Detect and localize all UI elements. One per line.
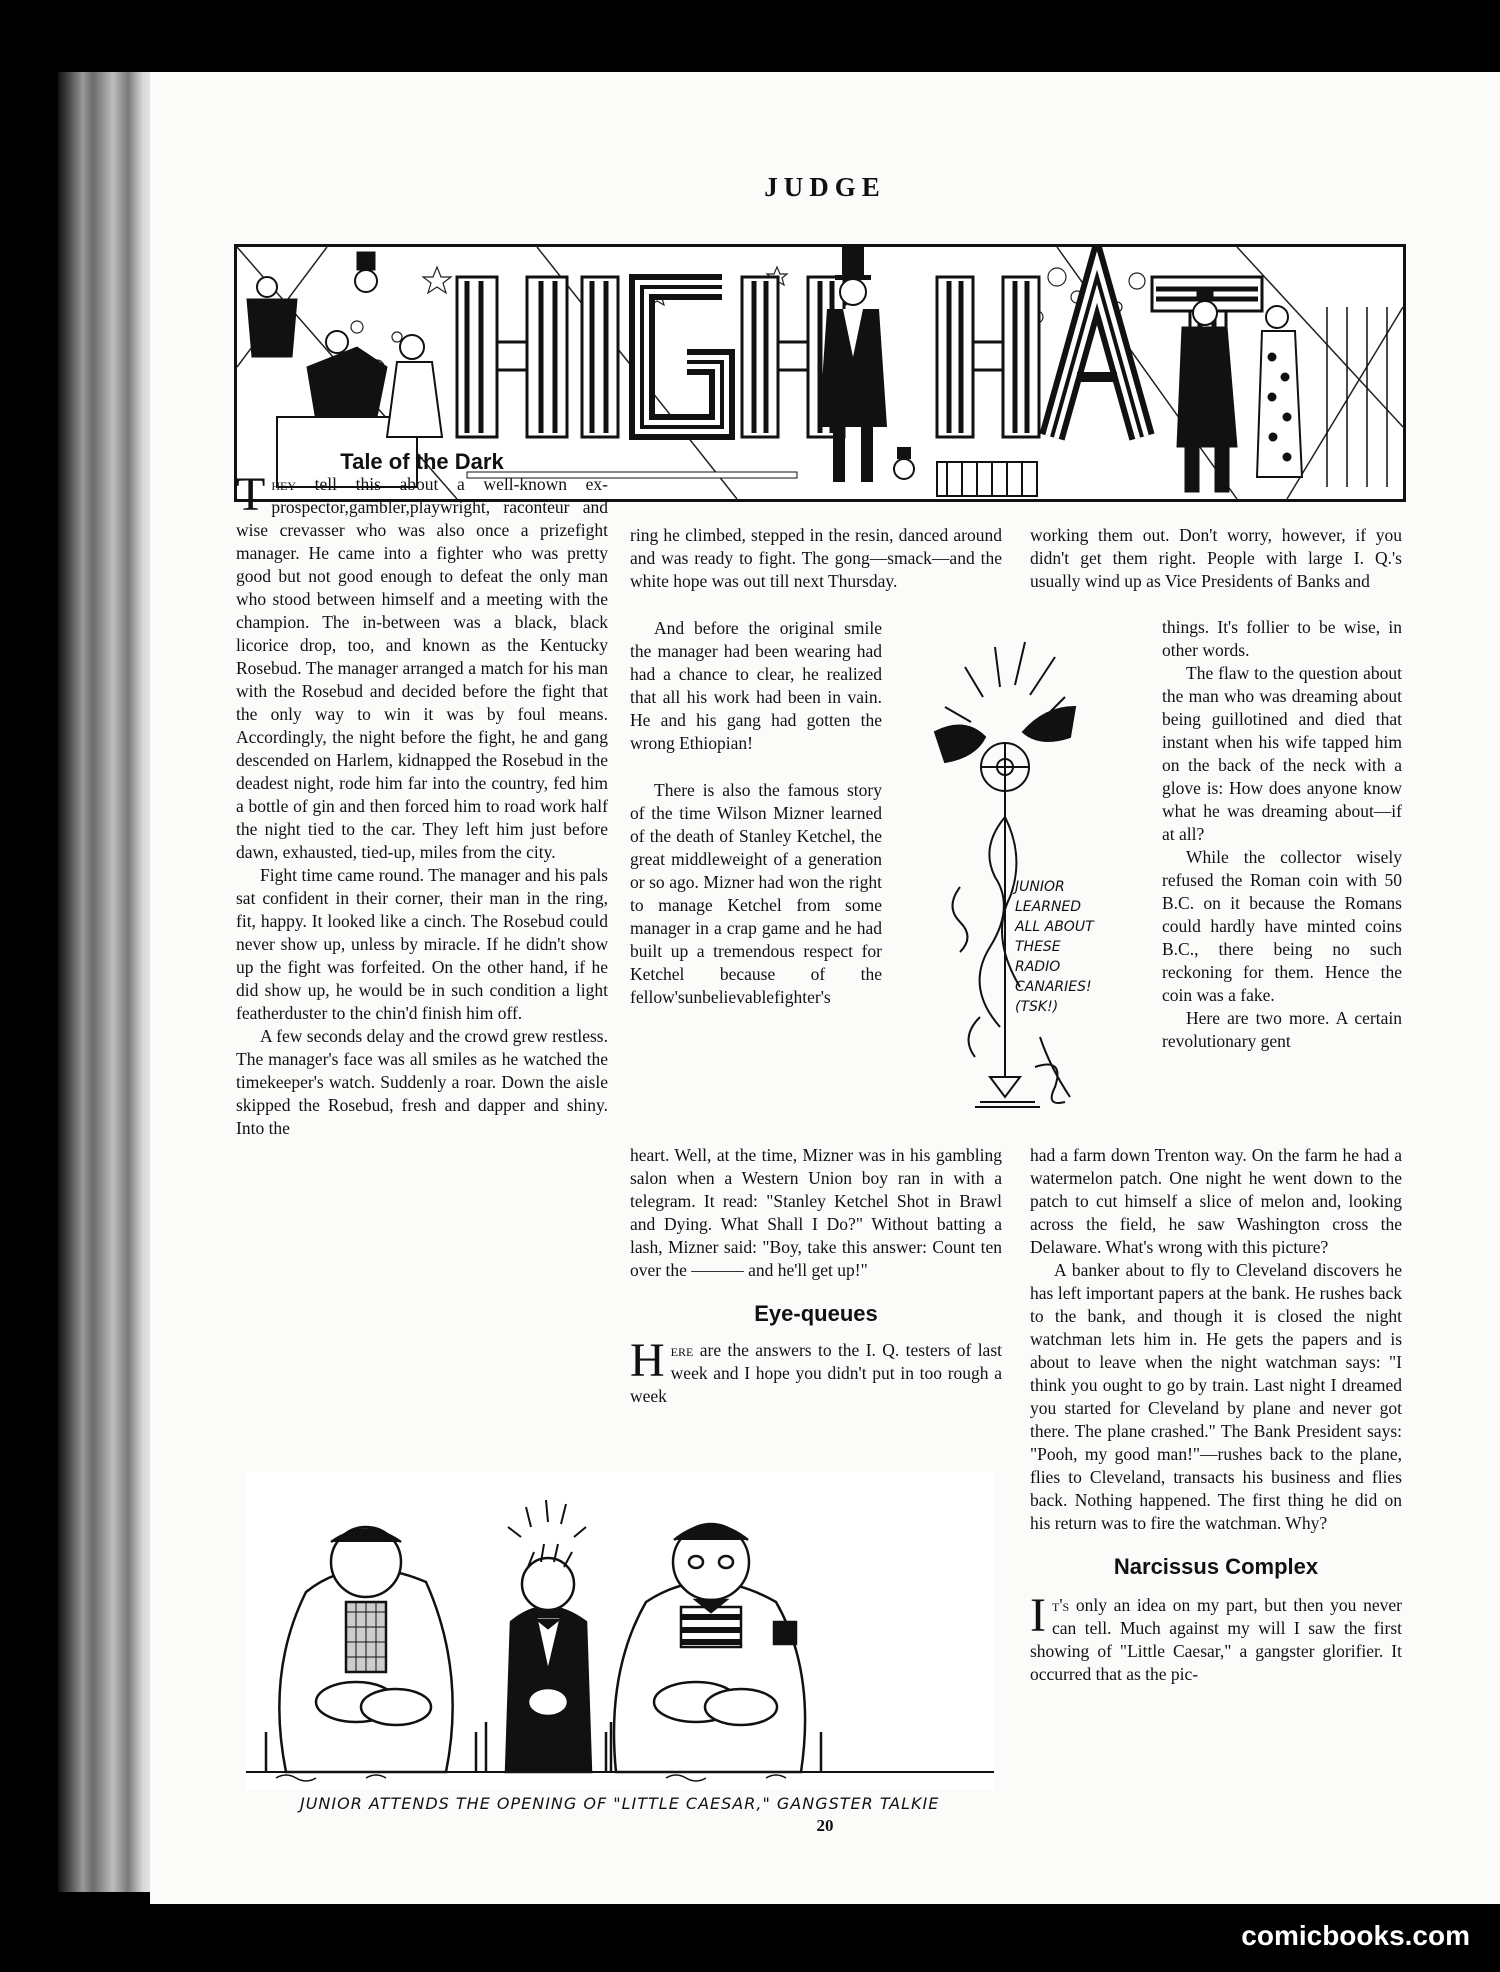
- book-page-edges: [58, 72, 158, 1892]
- banner-title-text: HIGH HAT: [237, 247, 242, 248]
- running-head: JUDGE: [764, 172, 886, 202]
- column-2-bottom: [630, 1144, 1002, 1408]
- dropcap-h: H: [630, 1334, 665, 1387]
- article1-col2-continuation: ring he climbed, stepped in the resin, danced around and was ready to fight. The gong—smack—and the white hope was out till next Thursday.: [630, 525, 1002, 591]
- article2-wide-1: had a farm down Trenton way. On the farm he had a watermelon patch. One night he went down to the patch to cut himself a slice of melon and, looking across the field, he saw Washington cross the Delaware. What's wrong with this picture?: [1030, 1145, 1402, 1257]
- headline-tale-of-the-dark: Tale of the Dark: [340, 449, 504, 474]
- gangster-talkie-cartoon: [246, 1472, 994, 1790]
- article2-paragraph-1: Here are the answers to the I. Q. testers of last week and I hope you didn't put in too rough a week: [630, 1334, 1002, 1406]
- gangster-drawing: [246, 1472, 994, 1790]
- article1-paragraph-4: And before the original smile the manager had been wearing had had a chance to clear, he realized that all his work had been in vain. He and his gang had gotten the wrong Ethiopian!: [630, 618, 882, 753]
- column-3-bottom: [1030, 1144, 1402, 1686]
- column-2-narrow: [630, 617, 882, 1009]
- radio-canaries-cartoon: [905, 637, 1127, 1137]
- article3-paragraph-1: It's only an idea on my part, but then you never can tell. Much against my will I saw the first showing of "Little Caesar," a gangster glorifier. It occurred that as the pic-: [1030, 1589, 1402, 1684]
- dropcap-t: T: [236, 468, 266, 521]
- radio-caption: JUNIOR LEARNED ALL ABOUT THESE RADIO CANARIES! (TSK!): [1015, 879, 1094, 1015]
- headline-eye-queues: Eye-queues: [754, 1301, 878, 1326]
- page-number: 20: [816, 1816, 834, 1835]
- article2-narrow-2: The flaw to the question about the man who was dreaming about being guillotined and died that instant when his wife tapped him on the back of the neck with a glove is: How does anyone know what he was dreaming about—if at all?: [1162, 663, 1402, 844]
- column-1: [236, 450, 608, 1140]
- column-2-top: [630, 524, 1002, 593]
- column-3-narrow: [1162, 616, 1402, 1053]
- article2-wide-2: A banker about to fly to Cleveland discovers he has left important papers at the bank. He rushes back to the bank, and though it is closed the night watchman lets him in. He gets the papers and is about to leave when the night watchman says: "I think you ought to go by train. Last night I dreamed you started for Cleveland by plane and never got there. The plane crashed." The Bank President says: "Pooh, my good man!"—rushes back to the plane, flies to Cleveland, transacts his business and flies back. Nothing happened. The first thing he did on his return was to fire the watchman. Why?: [1030, 1260, 1402, 1533]
- article2-narrow-1: things. It's follier to be wise, in other words.: [1162, 617, 1402, 660]
- article1-paragraph-5: There is also the famous story of the time Wilson Mizner learned of the death of Stanley Ketchel, the great middleweight of a generation or so ago. Mizner had won the right to manage Ketchel from some manager in a crap game and he had built up a tremendous respect for Ketchel because of the fellow'sunbelievablefighter's: [630, 780, 882, 1007]
- article1-paragraph-3: A few seconds delay and the crowd grew restless. The manager's face was all smiles as he watched the timekeeper's watch. Suddenly a roar. Down the aisle skipped the Rosebud, fresh and dapper and shiny. Into the: [236, 1026, 608, 1138]
- article1-paragraph-2: Fight time came round. The manager and his pals sat confident in their corner, their man in the ring, fit, happy. It looked like a cinch. The Rosebud could never show up, unless by miracle. If he didn't show up the fight was forfeited. On the other hand, if he did show up, he would be in such condition a light featherduster to the chin'd finish him off.: [236, 865, 608, 1023]
- gangster-cartoon-caption: JUNIOR ATTENDS THE OPENING OF "LITTLE CAESAR," GANGSTER TALKIE: [300, 1794, 940, 1813]
- column-3-top: [1030, 524, 1402, 593]
- article2-col3-top: working them out. Don't worry, however, if you didn't get them right. People with large I. Q.'s usually wind up as Vice Presidents of Banks and: [1030, 525, 1402, 591]
- magazine-page: [150, 72, 1500, 1904]
- article2-narrow-4: Here are two more. A certain revolutionary gent: [1162, 1008, 1402, 1051]
- headline-narcissus-complex: Narcissus Complex: [1113, 1554, 1319, 1579]
- dropcap-i: I: [1030, 1589, 1046, 1642]
- article1-paragraph-1: They tell this about a well-known ex-prospector,gambler,playwright, raconteur and wise crevasser who was also once a prizefight manager. He came into a fighter who was pretty good but not good enough to defeat the only man who stood between himself and a meeting with the champion. The in-between was a black, black licorice drop, too, and known as the Kentucky Rosebud. The manager arranged a match for his man with the Rosebud and decided before the fight that the only way to win it was by foul means. Accordingly, the night before the fight, he and gang descended on Harlem, kidnapped the Rosebud in the deadest night, rode him far into the country, fed him a bottle of gin and then forced him to road work half the night tied to the car. They left him just before dawn, exhausted, tied-up, miles from the city.: [236, 468, 609, 862]
- comicbooks-watermark: comicbooks.com: [1241, 1920, 1470, 1951]
- article1-paragraph-5-continued: heart. Well, at the time, Mizner was in his gambling salon when a Western Union boy ran in with a telegram. It read: "Stanley Ketchel Shot in Brawl and Dying. What Shall I Do?" Without batting a lash, Mizner said: "Boy, take this answer: Count ten over the ——— and he'll get up!": [630, 1145, 1002, 1280]
- article2-narrow-3: While the collector wisely refused the Roman coin with 50 B.C. on it because the Romans could hardly have minted coins B.C., there being no such reckoning for them. Hence the coin was a fake.: [1162, 847, 1402, 1005]
